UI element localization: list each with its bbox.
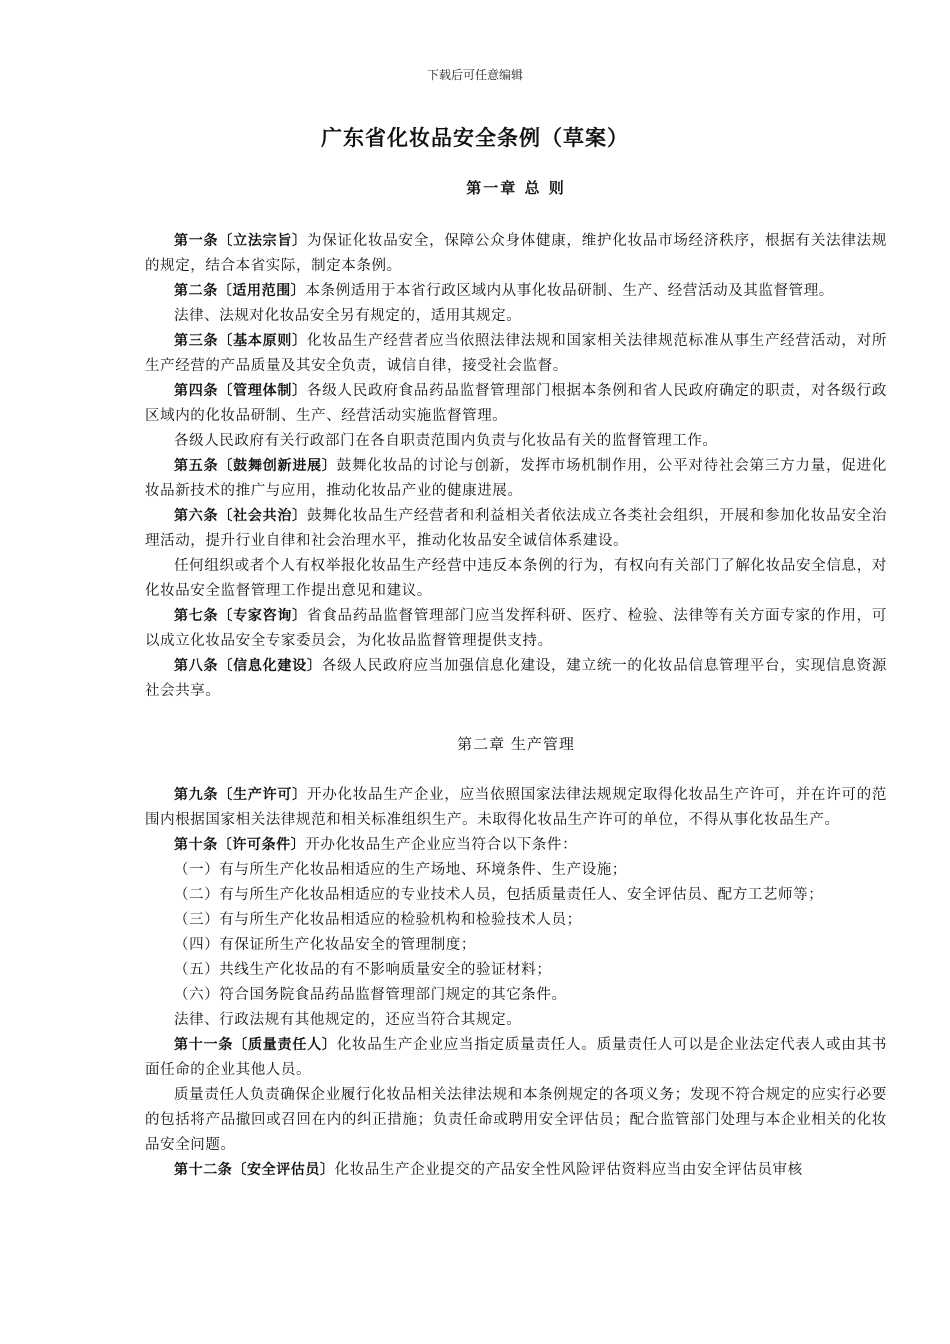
article-paragraph [145, 783, 887, 833]
article-heading: 第一条〔立法宗旨〕 [174, 233, 307, 249]
clause-paragraph [145, 304, 887, 329]
clause-paragraph [145, 908, 887, 933]
clause-paragraph [145, 883, 887, 908]
article-text: （五）共线生产化妆品的有不影响质量安全的验证材料； [174, 962, 552, 978]
article-text: 质量责任人负责确保企业履行化妆品相关法律法规和本条例规定的各项义务；发现不符合规定的应实行必要的包括将产品撤回或召回在内的纠正措施；负责任命或聘用安全评估员；配合监管部门处理与本企业相关的化妆品安全问题。 [145, 1087, 887, 1153]
article-paragraph [145, 1158, 887, 1183]
chapter-2-body [145, 783, 887, 1183]
chapter-2-heading: 第二章 生产管理 [457, 735, 575, 753]
article-heading: 第四条〔管理体制〕 [174, 383, 307, 399]
article-paragraph [145, 654, 887, 704]
article-paragraph [145, 279, 887, 304]
article-paragraph [145, 833, 887, 858]
clause-paragraph [145, 933, 887, 958]
article-text: 省食品药品监督管理部门应当发挥科研、医疗、检验、法律等有关方面专家的作用，可以成立化妆品安全专家委员会，为化妆品监督管理提供支持。 [145, 608, 888, 649]
article-heading: 第九条〔生产许可〕 [174, 787, 307, 803]
article-text: 为保证化妆品安全，保障公众身体健康，维护化妆品市场经济秩序，根据有关法律法规的规定，结合本省实际，制定本条例。 [145, 233, 888, 274]
article-text: 化妆品生产企业应当指定质量责任人。质量责任人可以是企业法定代表人或由其书面任命的企业其他人员。 [145, 1037, 887, 1078]
chapter-1-body [145, 229, 887, 704]
article-text: 开办化妆品生产企业，应当依照国家法律法规规定取得化妆品生产许可，并在许可的范围内根据国家相关法律规范和相关标准组织生产。未取得化妆品生产许可的单位，不得从事化妆品生产。 [145, 787, 888, 828]
article-paragraph [145, 1033, 887, 1083]
article-heading: 第七条〔专家咨询〕 [174, 608, 307, 624]
article-paragraph [145, 329, 887, 379]
article-text: 法律、行政法规有其他规定的，还应当符合其规定。 [174, 1012, 522, 1028]
article-heading: 第三条〔基本原则〕 [174, 333, 307, 349]
clause-paragraph [145, 1083, 887, 1158]
header-note: 下载后可任意编辑 [426, 68, 523, 82]
document-body [145, 176, 887, 1183]
article-text: 各级人民政府应当加强信息化建设，建立统一的化妆品信息管理平台，实现信息资源社会共享。 [145, 658, 888, 699]
article-paragraph [145, 379, 887, 429]
article-heading: 第十条〔许可条件〕 [174, 837, 306, 853]
article-paragraph [145, 229, 887, 279]
article-text: 化妆品生产经营者应当依照法律法规和国家相关法律规范标准从事生产经营活动，对所生产经营的产品质量及其安全负责，诚信自律，接受社会监督。 [145, 333, 888, 374]
clause-paragraph [145, 554, 887, 604]
article-heading: 第十二条〔安全评估员〕 [174, 1162, 335, 1178]
article-text: 鼓舞化妆品生产经营者和利益相关者依法成立各类社会组织，开展和参加化妆品安全治理活动，提升行业自律和社会治理水平，推动化妆品安全诚信体系建设。 [145, 508, 888, 549]
article-text: 开办化妆品生产企业应当符合以下条件： [305, 837, 578, 853]
article-text: 化妆品生产企业提交的产品安全性风险评估资料应当由安全评估员审核 [334, 1162, 803, 1178]
article-text: 各级人民政府有关行政部门在各自职责范围内负责与化妆品有关的监督管理工作。 [174, 433, 718, 449]
article-text: 法律、法规对化妆品安全另有规定的，适用其规定。 [174, 308, 522, 324]
clause-paragraph [145, 858, 887, 883]
chapter-1-heading: 第一章 总 则 [466, 179, 566, 197]
article-heading: 第十一条〔质量责任人〕 [174, 1037, 337, 1053]
article-text: （二）有与所生产化妆品相适应的专业技术人员，包括质量责任人、安全评估员、配方工艺师等； [174, 887, 824, 903]
article-heading: 第五条〔鼓舞创新进展〕 [174, 458, 337, 474]
article-text: 任何组织或者个人有权举报化妆品生产经营中违反本条例的行为，有权向有关部门了解化妆品安全信息，对化妆品安全监督管理工作提出意见和建议。 [145, 558, 887, 599]
clause-paragraph [145, 429, 887, 454]
article-paragraph [145, 604, 887, 654]
clause-paragraph [145, 1008, 887, 1033]
article-text: 本条例适用于本省行政区域内从事化妆品研制、生产、经营活动及其监督管理。 [305, 283, 834, 299]
clause-paragraph [145, 958, 887, 983]
article-text: （一）有与所生产化妆品相适应的生产场地、环境条件、生产设施； [174, 862, 627, 878]
article-text: （三）有与所生产化妆品相适应的检验机构和检验技术人员； [174, 912, 582, 928]
article-heading: 第二条〔适用范围〕 [174, 283, 306, 299]
article-paragraph [145, 504, 887, 554]
document-title: 广东省化妆品安全条例（草案） [321, 125, 629, 150]
clause-paragraph [145, 983, 887, 1008]
article-heading: 第八条〔信息化建设〕 [174, 658, 322, 674]
article-text: 各级人民政府食品药品监督管理部门根据本条例和省人民政府确定的职责，对各级行政区域内的化妆品研制、生产、经营活动实施监督管理。 [145, 383, 888, 424]
article-text: （六）符合国务院食品药品监督管理部门规定的其它条件。 [174, 987, 567, 1003]
article-text: 鼓舞化妆品的讨论与创新，发挥市场机制作用，公平对待社会第三方力量，促进化妆品新技术的推广与应用，推动化妆品产业的健康进展。 [145, 458, 887, 499]
article-heading: 第六条〔社会共治〕 [174, 508, 307, 524]
article-text: （四）有保证所生产化妆品安全的管理制度； [174, 937, 476, 953]
article-paragraph [145, 454, 887, 504]
